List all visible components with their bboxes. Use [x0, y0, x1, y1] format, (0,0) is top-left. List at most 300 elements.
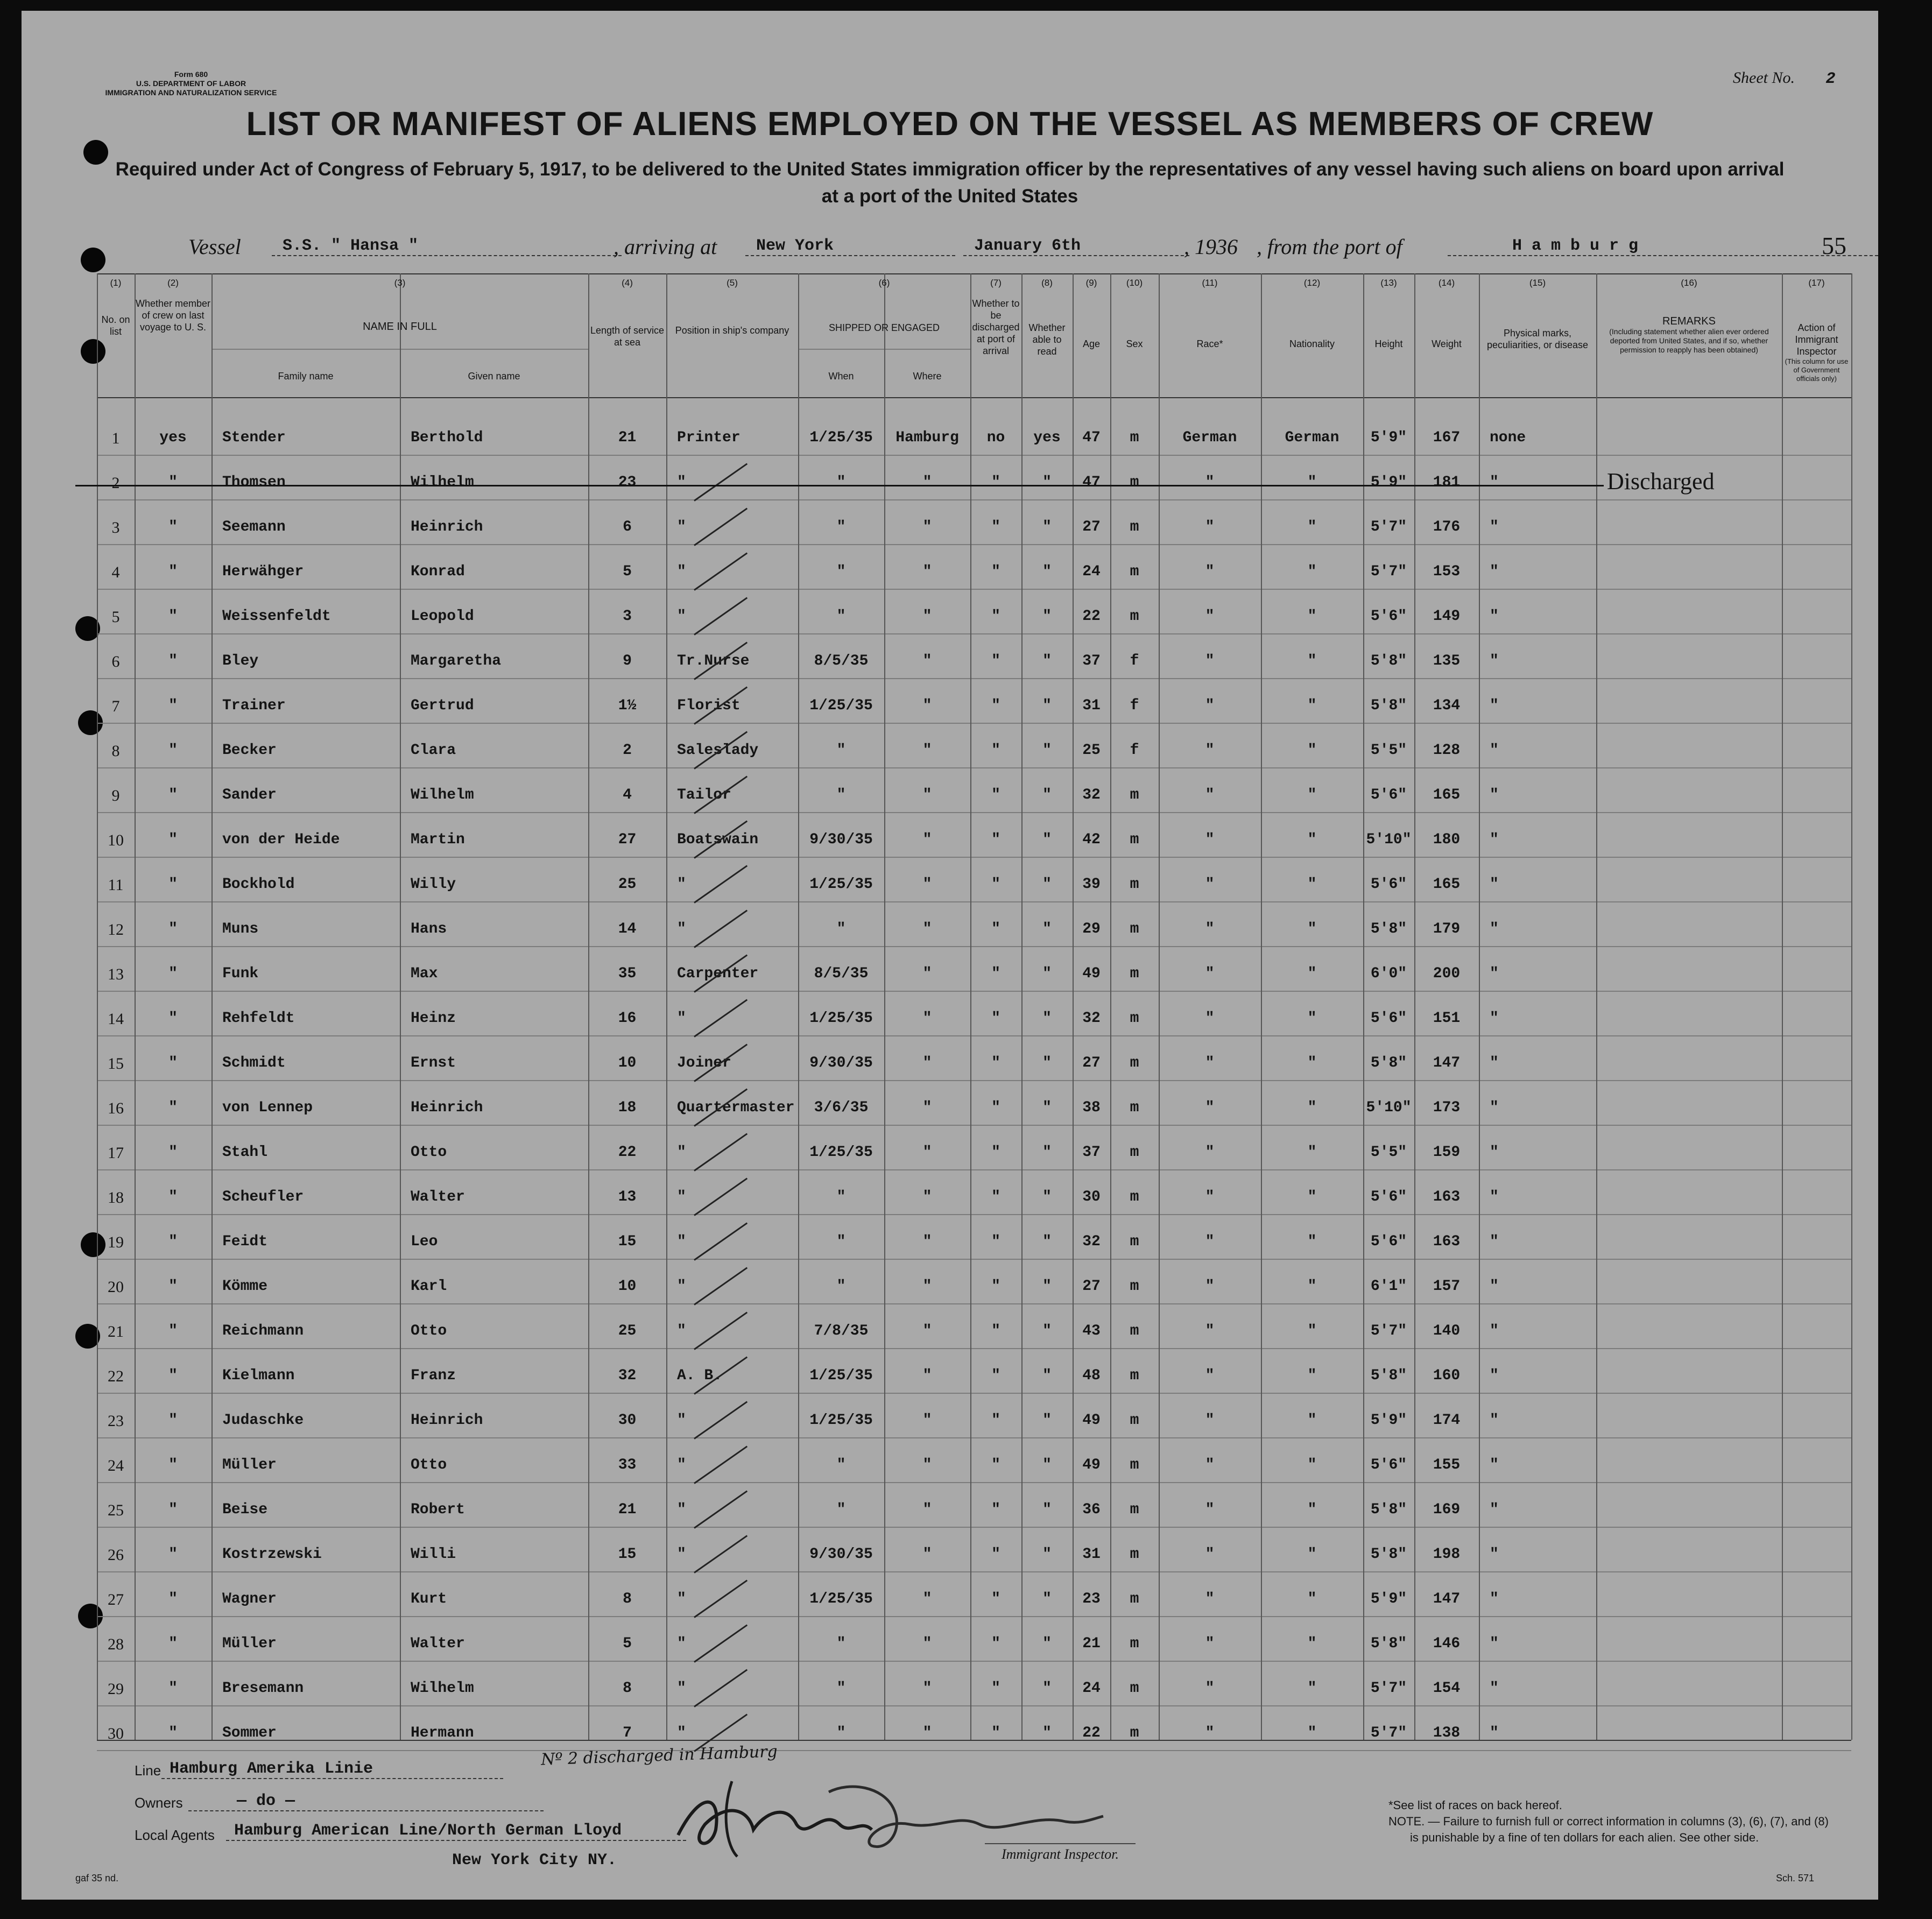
row-number: 26 — [108, 1546, 124, 1564]
race: " — [1205, 831, 1215, 848]
shipped-where: " — [922, 1323, 932, 1339]
given-name: Karl — [411, 1278, 447, 1295]
age: 25 — [1082, 742, 1101, 759]
physical-marks: " — [1490, 831, 1499, 848]
shipped-when: 7/8/35 — [814, 1323, 869, 1339]
length-of-service: 27 — [618, 831, 637, 848]
sheet-no: 2 — [1825, 70, 1836, 88]
nationality: " — [1307, 1278, 1317, 1295]
able-to-read: " — [1042, 1367, 1052, 1384]
length-of-service: 5 — [623, 563, 632, 580]
age: 37 — [1082, 653, 1101, 669]
crew-member-flag: " — [168, 1144, 178, 1161]
height: 5'7" — [1370, 563, 1407, 580]
race: " — [1205, 563, 1215, 580]
sex: m — [1130, 1189, 1139, 1205]
age: 27 — [1082, 519, 1101, 535]
length-of-service: 4 — [623, 787, 632, 803]
nationality: " — [1307, 921, 1317, 937]
length-of-service: 3 — [623, 608, 632, 625]
row-rule — [97, 1616, 1851, 1617]
row-number: 29 — [108, 1680, 124, 1698]
ship-position: " — [677, 1591, 686, 1607]
page-subtitle — [75, 156, 1824, 210]
race: " — [1205, 1367, 1215, 1384]
to-be-discharged: " — [991, 1546, 1000, 1563]
able-to-read: " — [1042, 742, 1052, 759]
age: 42 — [1082, 831, 1101, 848]
shipped-when: " — [836, 563, 846, 580]
row-rule — [97, 946, 1851, 947]
sex: m — [1130, 1680, 1139, 1697]
sex: f — [1130, 697, 1139, 714]
from-port: H a m b u r g — [1448, 237, 1878, 256]
to-be-discharged: " — [991, 1591, 1000, 1607]
to-be-discharged: " — [991, 876, 1000, 893]
crew-member-flag: " — [168, 474, 178, 491]
crew-member-flag: " — [168, 1010, 178, 1027]
row-rule — [97, 1437, 1851, 1438]
race: " — [1205, 1546, 1215, 1563]
race: " — [1205, 921, 1215, 937]
column-rule — [97, 273, 98, 1740]
length-of-service: 2 — [623, 742, 632, 759]
row-rule — [97, 857, 1851, 858]
family-name: Rehfeldt — [222, 1010, 295, 1027]
sex: m — [1130, 1412, 1139, 1429]
row-rule — [97, 1482, 1851, 1483]
row-number: 9 — [111, 787, 120, 805]
to-be-discharged: " — [991, 1323, 1000, 1339]
to-be-discharged: " — [991, 1680, 1000, 1697]
crew-member-flag: yes — [159, 429, 187, 446]
ship-position: " — [677, 1010, 686, 1027]
shipped-when: " — [836, 1725, 846, 1741]
col-position: Position in ship's company — [675, 325, 789, 336]
ship-position: " — [677, 1635, 686, 1652]
age: 29 — [1082, 921, 1101, 937]
height: 5'8" — [1370, 697, 1407, 714]
physical-marks: " — [1490, 1546, 1499, 1563]
col-length-service: Length of service at sea — [590, 325, 665, 348]
nationality: " — [1307, 1546, 1317, 1563]
race: " — [1205, 1099, 1215, 1116]
to-be-discharged: " — [991, 653, 1000, 669]
length-of-service: 9 — [623, 653, 632, 669]
agents-label: Local Agents — [135, 1827, 215, 1843]
length-of-service: 18 — [618, 1099, 637, 1116]
inspector-label: Immigrant Inspector. — [985, 1843, 1136, 1862]
able-to-read: " — [1042, 1635, 1052, 1652]
physical-marks: " — [1490, 1278, 1499, 1295]
shipped-where: " — [922, 876, 932, 893]
ship-position: Florist — [677, 697, 741, 714]
crew-member-flag: " — [168, 1367, 178, 1384]
col-no-on-list: No. on list — [101, 314, 130, 337]
ship-position: " — [677, 876, 686, 893]
row-number: 8 — [111, 742, 120, 760]
nationality: " — [1307, 1099, 1317, 1116]
shipped-where: Hamburg — [896, 429, 959, 446]
line-label: Line — [135, 1762, 161, 1779]
nationality: " — [1307, 1501, 1317, 1518]
height: 5'6" — [1370, 1010, 1407, 1027]
height: 5'8" — [1370, 1635, 1407, 1652]
able-to-read: yes — [1033, 429, 1061, 446]
agents-value: Hamburg American Line/North German Lloyd — [226, 1822, 686, 1841]
able-to-read: " — [1042, 1278, 1052, 1295]
shipped-when: " — [836, 1457, 846, 1473]
ship-position: Quartermaster — [677, 1099, 795, 1116]
nationality: " — [1307, 787, 1317, 803]
to-be-discharged: " — [991, 1412, 1000, 1429]
length-of-service: 1½ — [618, 697, 637, 714]
age: 32 — [1082, 1233, 1101, 1250]
form-service: IMMIGRATION AND NATURALIZATION SERVICE — [105, 88, 277, 97]
row-rule — [97, 1571, 1851, 1572]
col-when: When — [828, 371, 854, 382]
physical-marks: " — [1490, 1099, 1499, 1116]
shipped-where: " — [922, 1055, 932, 1071]
races-note: *See list of races on back hereof. — [1388, 1798, 1562, 1812]
height: 5'10" — [1366, 1099, 1412, 1116]
row-number: 24 — [108, 1457, 124, 1474]
family-name: Bresemann — [222, 1680, 304, 1697]
crew-member-flag: " — [168, 921, 178, 937]
ship-position: Boatswain — [677, 831, 759, 848]
length-of-service: 21 — [618, 429, 637, 446]
to-be-discharged: " — [991, 1278, 1000, 1295]
height: 5'8" — [1370, 653, 1407, 669]
column-number: (4) — [622, 278, 633, 288]
able-to-read: " — [1042, 831, 1052, 848]
check-mark — [694, 1624, 748, 1662]
ship-position: Saleslady — [677, 742, 759, 759]
column-number: (1) — [110, 278, 122, 288]
crew-member-flag: " — [168, 519, 178, 535]
physical-marks: " — [1490, 1412, 1499, 1429]
nationality: " — [1307, 653, 1317, 669]
physical-marks: " — [1490, 1680, 1499, 1697]
to-be-discharged: " — [991, 921, 1000, 937]
crew-member-flag: " — [168, 1591, 178, 1607]
weight: 153 — [1433, 563, 1461, 580]
form-number: Form 680 — [174, 70, 208, 79]
to-be-discharged: " — [991, 1635, 1000, 1652]
shipped-when: 8/5/35 — [814, 965, 869, 982]
weight: 163 — [1433, 1189, 1461, 1205]
sex: m — [1130, 519, 1139, 535]
column-rule — [211, 273, 213, 1740]
able-to-read: " — [1042, 787, 1052, 803]
family-name: Reichmann — [222, 1323, 304, 1339]
able-to-read: " — [1042, 1457, 1052, 1473]
column-number: (11) — [1202, 278, 1218, 288]
race: " — [1205, 608, 1215, 625]
col-height: Height — [1374, 338, 1403, 349]
row-rule — [97, 812, 1851, 813]
given-name: Willi — [411, 1546, 456, 1563]
row-number: 21 — [108, 1323, 124, 1341]
family-name: Kostrzewski — [222, 1546, 322, 1563]
check-mark — [694, 999, 748, 1037]
family-name: Müller — [222, 1635, 277, 1652]
check-mark — [694, 1535, 748, 1573]
weight: 163 — [1433, 1233, 1461, 1250]
manifest-sheet — [22, 11, 1878, 1900]
row-number: 18 — [108, 1189, 124, 1207]
weight: 198 — [1433, 1546, 1461, 1563]
to-be-discharged: " — [991, 1501, 1000, 1518]
family-name: Scheufler — [222, 1189, 304, 1205]
crew-member-flag: " — [168, 876, 178, 893]
col-physical-marks: Physical marks, peculiarities, or disease — [1486, 328, 1589, 350]
race: " — [1205, 1233, 1215, 1250]
crew-member-flag: " — [168, 1725, 178, 1741]
race: " — [1205, 1725, 1215, 1741]
physical-marks: " — [1490, 1323, 1499, 1339]
sex: m — [1130, 1144, 1139, 1161]
col-age: Age — [1082, 338, 1101, 349]
shipped-where: " — [922, 1501, 932, 1518]
nationality: " — [1307, 1367, 1317, 1384]
shipped-where: " — [922, 1680, 932, 1697]
row-number: 14 — [108, 1010, 124, 1028]
weight: 179 — [1433, 921, 1461, 937]
crew-member-flag: " — [168, 1278, 178, 1295]
row-number: 2 — [111, 474, 120, 492]
length-of-service: 6 — [623, 519, 632, 535]
shipped-where: " — [922, 697, 932, 714]
shipped-where: " — [922, 1099, 932, 1116]
physical-marks: " — [1490, 1591, 1499, 1607]
shipped-where: " — [922, 1278, 932, 1295]
check-mark — [694, 1133, 748, 1171]
weight: 165 — [1433, 876, 1461, 893]
age: 48 — [1082, 1367, 1101, 1384]
able-to-read: " — [1042, 1323, 1052, 1339]
shipped-when: " — [836, 742, 846, 759]
column-number: (14) — [1438, 278, 1455, 288]
crew-member-flag: " — [168, 1099, 178, 1116]
length-of-service: 32 — [618, 1367, 637, 1384]
race: " — [1205, 1591, 1215, 1607]
family-name: Muns — [222, 921, 259, 937]
agents-city: New York City NY. — [452, 1851, 617, 1869]
row-number: 19 — [108, 1233, 124, 1251]
weight: 149 — [1433, 608, 1461, 625]
crew-member-flag: " — [168, 608, 178, 625]
sex: m — [1130, 1099, 1139, 1116]
to-be-discharged: no — [986, 429, 1005, 446]
arriving-label: , arriving at — [614, 235, 717, 259]
column-number: (10) — [1126, 278, 1143, 288]
weight: 173 — [1433, 1099, 1461, 1116]
ship-position: " — [677, 1233, 686, 1250]
length-of-service: 23 — [618, 474, 637, 491]
shipped-where: " — [922, 1367, 932, 1384]
arrival-date: January 6th — [963, 237, 1189, 256]
row-rule — [97, 1527, 1851, 1528]
age: 22 — [1082, 1725, 1101, 1741]
weight: 160 — [1433, 1367, 1461, 1384]
row-rule — [97, 1035, 1851, 1036]
row-rule — [97, 1393, 1851, 1394]
height: 5'8" — [1370, 1501, 1407, 1518]
row-number: 10 — [108, 831, 124, 849]
ship-position: " — [677, 1323, 686, 1339]
shipped-when: 9/30/35 — [809, 1546, 873, 1563]
weight: 151 — [1433, 1010, 1461, 1027]
length-of-service: 33 — [618, 1457, 637, 1473]
weight: 146 — [1433, 1635, 1461, 1652]
column-number: (12) — [1303, 278, 1321, 288]
sex: m — [1130, 1457, 1139, 1473]
nationality: " — [1307, 608, 1317, 625]
shipped-where: " — [922, 831, 932, 848]
check-mark — [694, 552, 748, 590]
sex: m — [1130, 831, 1139, 848]
to-be-discharged: " — [991, 563, 1000, 580]
shipped-when: 1/25/35 — [809, 429, 873, 446]
height: 5'7" — [1370, 519, 1407, 535]
nationality: " — [1307, 965, 1317, 982]
age: 36 — [1082, 1501, 1101, 1518]
age: 38 — [1082, 1099, 1101, 1116]
shipped-where: " — [922, 1233, 932, 1250]
physical-marks: " — [1490, 608, 1499, 625]
crew-member-flag: " — [168, 831, 178, 848]
family-name: Schmidt — [222, 1055, 286, 1071]
row-rule — [97, 397, 1851, 398]
shipped-when: " — [836, 608, 846, 625]
crew-member-flag: " — [168, 1501, 178, 1518]
shipped-where: " — [922, 608, 932, 625]
given-name: Hans — [411, 921, 447, 937]
check-mark — [694, 865, 748, 903]
shipped-where: " — [922, 742, 932, 759]
height: 5'9" — [1370, 1591, 1407, 1607]
sex: m — [1130, 1010, 1139, 1027]
arriving-port: New York — [745, 237, 955, 256]
given-name: Gertrud — [411, 697, 474, 714]
able-to-read: " — [1042, 1099, 1052, 1116]
given-name: Robert — [411, 1501, 465, 1518]
page-number: 55 — [1822, 232, 1846, 259]
sex: m — [1130, 1725, 1139, 1741]
row-number: 5 — [111, 608, 120, 626]
row-number: 7 — [111, 697, 120, 715]
given-name: Heinrich — [411, 1099, 483, 1116]
sex: m — [1130, 1635, 1139, 1652]
row-number: 27 — [108, 1591, 124, 1608]
to-be-discharged: " — [991, 697, 1000, 714]
physical-marks: " — [1490, 519, 1499, 535]
weight: 200 — [1433, 965, 1461, 982]
col-weight: Weight — [1432, 338, 1462, 349]
sex: m — [1130, 876, 1139, 893]
row-rule — [97, 1750, 1851, 1751]
ship-position: " — [677, 1189, 686, 1205]
column-rule — [1479, 273, 1480, 1740]
given-name: Max — [411, 965, 438, 982]
height: 5'8" — [1370, 1055, 1407, 1071]
shipped-when: 1/25/35 — [809, 697, 873, 714]
weight: 147 — [1433, 1055, 1461, 1071]
penalty-note-line-1: NOTE. — Failure to furnish full or correct information in columns (3), (6), (7), and (8) — [1388, 1815, 1829, 1828]
column-rule — [1851, 273, 1852, 1740]
crew-member-flag: " — [168, 1680, 178, 1697]
weight: 135 — [1433, 653, 1461, 669]
able-to-read: " — [1042, 1233, 1052, 1250]
row-number: 11 — [108, 876, 124, 894]
ship-position: Tr.Nurse — [677, 653, 750, 669]
column-number: (9) — [1085, 278, 1097, 288]
column-rule — [1159, 273, 1160, 1740]
able-to-read: " — [1042, 1546, 1052, 1563]
age: 47 — [1082, 474, 1101, 491]
row-rule — [97, 901, 1851, 902]
row-number: 28 — [108, 1635, 124, 1653]
age: 43 — [1082, 1323, 1101, 1339]
length-of-service: 22 — [618, 1144, 637, 1161]
shipped-when: " — [836, 474, 846, 491]
nationality: " — [1307, 519, 1317, 535]
able-to-read: " — [1042, 697, 1052, 714]
column-rule — [884, 273, 885, 1740]
given-name: Wilhelm — [411, 787, 474, 803]
able-to-read: " — [1042, 474, 1052, 491]
height: 5'8" — [1370, 1546, 1407, 1563]
row-rule — [97, 1169, 1851, 1170]
column-rule — [1596, 273, 1597, 1740]
punch-hole — [81, 248, 105, 272]
given-name: Konrad — [411, 563, 465, 580]
shipped-when: 8/5/35 — [814, 653, 869, 669]
nationality: " — [1307, 1055, 1317, 1071]
row-number: 13 — [108, 965, 124, 983]
age: 31 — [1082, 697, 1101, 714]
weight: 140 — [1433, 1323, 1461, 1339]
length-of-service: 13 — [618, 1189, 637, 1205]
nationality: German — [1285, 429, 1339, 446]
column-rule — [1261, 273, 1262, 1740]
length-of-service: 21 — [618, 1501, 637, 1518]
family-name: Bockhold — [222, 876, 295, 893]
given-name: Walter — [411, 1635, 465, 1652]
race: " — [1205, 965, 1215, 982]
shipped-where: " — [922, 1635, 932, 1652]
able-to-read: " — [1042, 921, 1052, 937]
family-name: Stender — [222, 429, 286, 446]
crew-member-flag: " — [168, 1546, 178, 1563]
able-to-read: " — [1042, 1591, 1052, 1607]
height: 6'0" — [1370, 965, 1407, 982]
shipped-where: " — [922, 1457, 932, 1473]
weight: 154 — [1433, 1680, 1461, 1697]
race: " — [1205, 1635, 1215, 1652]
given-name: Walter — [411, 1189, 465, 1205]
shipped-where: " — [922, 921, 932, 937]
column-number: (17) — [1808, 278, 1825, 288]
family-name: Thomsen — [222, 474, 286, 491]
shipped-where: " — [922, 1591, 932, 1607]
sheet-number — [1733, 69, 1836, 88]
age: 32 — [1082, 787, 1101, 803]
physical-marks: " — [1490, 1233, 1499, 1250]
check-mark — [694, 909, 748, 948]
length-of-service: 10 — [618, 1055, 637, 1071]
